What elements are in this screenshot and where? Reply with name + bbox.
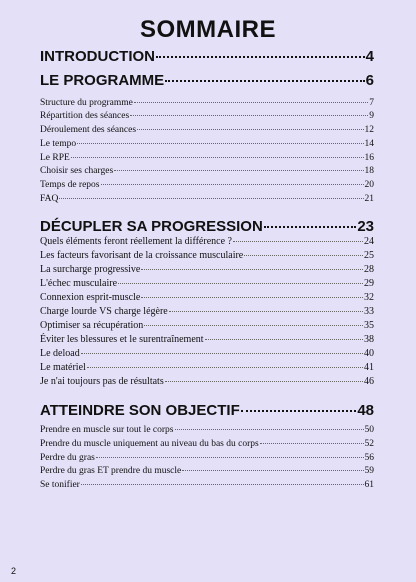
dot-leader [244,255,363,256]
toc-item[interactable] [40,362,374,373]
item-page: 25 [364,250,374,261]
dot-leader [144,325,363,326]
section-title: INTRODUCTION [40,48,155,65]
item-page: 32 [364,292,374,303]
toc-item[interactable] [40,453,374,463]
dot-leader [141,269,363,270]
item-title: Le matériel [40,362,86,373]
dot-leader [264,226,357,228]
item-page: 40 [364,348,374,359]
toc-item[interactable] [40,139,374,149]
item-title: La surcharge progressive [40,264,141,275]
toc-item[interactable] [40,466,374,476]
page-number: 2 [11,566,17,576]
toc-item[interactable] [40,306,374,317]
dot-leader [118,283,363,284]
dot-leader [96,457,364,458]
item-title: Le RPE [40,153,70,163]
item-title: Prendre du muscle uniquement au niveau du bas du corps [40,439,259,449]
item-page: 9 [369,111,374,121]
item-title: Les facteurs favorisant de la croissance musculaire [40,250,244,261]
dot-leader [59,198,363,199]
item-title: L'échec musculaire [40,278,118,289]
item-page: 41 [364,362,374,373]
item-page: 35 [364,320,374,331]
toc-item[interactable] [40,153,374,163]
section-page: 23 [357,218,374,235]
dot-leader [169,311,363,312]
toc-item[interactable] [40,98,374,108]
item-page: 24 [364,236,374,247]
item-title: Charge lourde VS charge légère [40,306,168,317]
dot-leader [130,115,368,116]
toc-item[interactable] [40,348,374,359]
item-page: 29 [364,278,374,289]
item-title: FAQ [40,194,59,204]
item-title: Perdre du gras ET prendre du muscle [40,466,182,476]
dot-leader [205,339,363,340]
dot-leader [182,470,363,471]
toc-item[interactable] [40,278,374,289]
item-title: Connexion esprit-muscle [40,292,141,303]
item-page: 50 [364,425,374,435]
item-title: Prendre en muscle sur tout le corps [40,425,174,435]
item-page: 38 [364,334,374,345]
section-page: 48 [357,402,374,419]
toc-item[interactable] [40,194,374,204]
dot-leader [71,157,364,158]
item-page: 56 [364,453,374,463]
dot-leader [137,129,363,130]
toc-item[interactable] [40,439,374,449]
dot-leader [165,80,364,82]
dot-leader [233,241,363,242]
item-title: Le deload [40,348,80,359]
item-title: Optimiser sa récupération [40,320,144,331]
toc-item[interactable] [40,111,374,121]
item-title: Choisir ses charges [40,166,114,176]
toc-item[interactable] [40,180,374,190]
item-page: 18 [364,166,374,176]
toc-section-introduction[interactable] [40,48,374,65]
dot-leader [156,56,365,58]
page-title: SOMMAIRE [140,16,276,43]
item-page: 33 [364,306,374,317]
item-page: 46 [364,376,374,387]
item-page: 61 [364,480,374,490]
item-title: Je n'ai toujours pas de résultats [40,376,164,387]
toc-item[interactable] [40,264,374,275]
section-title: LE PROGRAMME [40,72,165,89]
toc-item[interactable] [40,334,374,345]
item-page: 59 [364,466,374,476]
item-title: Déroulement des séances [40,125,137,135]
item-page: 12 [364,125,374,135]
dot-leader [101,184,364,185]
item-title: Répartition des séances [40,111,130,121]
dot-leader [81,353,363,354]
toc-section-atteindre-son-objectif[interactable] [40,402,374,419]
item-title: Temps de repos [40,180,100,190]
toc-item[interactable] [40,480,374,490]
toc-item[interactable] [40,425,374,435]
item-page: 21 [364,194,374,204]
item-title: Se tonifier [40,480,80,490]
dot-leader [175,429,364,430]
dot-leader [141,297,363,298]
section-page: 4 [365,48,374,65]
dot-leader [260,443,364,444]
item-page: 16 [364,153,374,163]
item-title: Le tempo [40,139,77,149]
dot-leader [81,484,364,485]
section-title: ATTEINDRE SON OBJECTIF [40,402,240,419]
dot-leader [77,143,363,144]
dot-leader [165,381,363,382]
item-title: Perdre du gras [40,453,95,463]
section-title: DÉCUPLER SA PROGRESSION [40,218,263,235]
toc-item[interactable] [40,125,374,135]
item-page: 52 [364,439,374,449]
dot-leader [241,410,357,412]
item-page: 7 [369,98,374,108]
dot-leader [87,367,363,368]
dot-leader [114,170,363,171]
toc-section-le-programme[interactable] [40,72,374,89]
item-page: 20 [364,180,374,190]
item-title: Structure du programme [40,98,133,108]
item-title: Éviter les blessures et le surentraînement [40,334,204,345]
toc-item[interactable] [40,166,374,176]
toc-item[interactable] [40,236,374,247]
section-page: 6 [365,72,374,89]
item-page: 28 [364,264,374,275]
toc-section-decupler-sa-progression[interactable] [40,218,374,235]
item-page: 14 [364,139,374,149]
toc-item[interactable] [40,250,374,261]
item-title: Quels éléments feront réellement la différence ? [40,236,232,247]
toc-item[interactable] [40,320,374,331]
dot-leader [134,102,368,103]
toc-item[interactable] [40,292,374,303]
toc-item[interactable] [40,376,374,387]
